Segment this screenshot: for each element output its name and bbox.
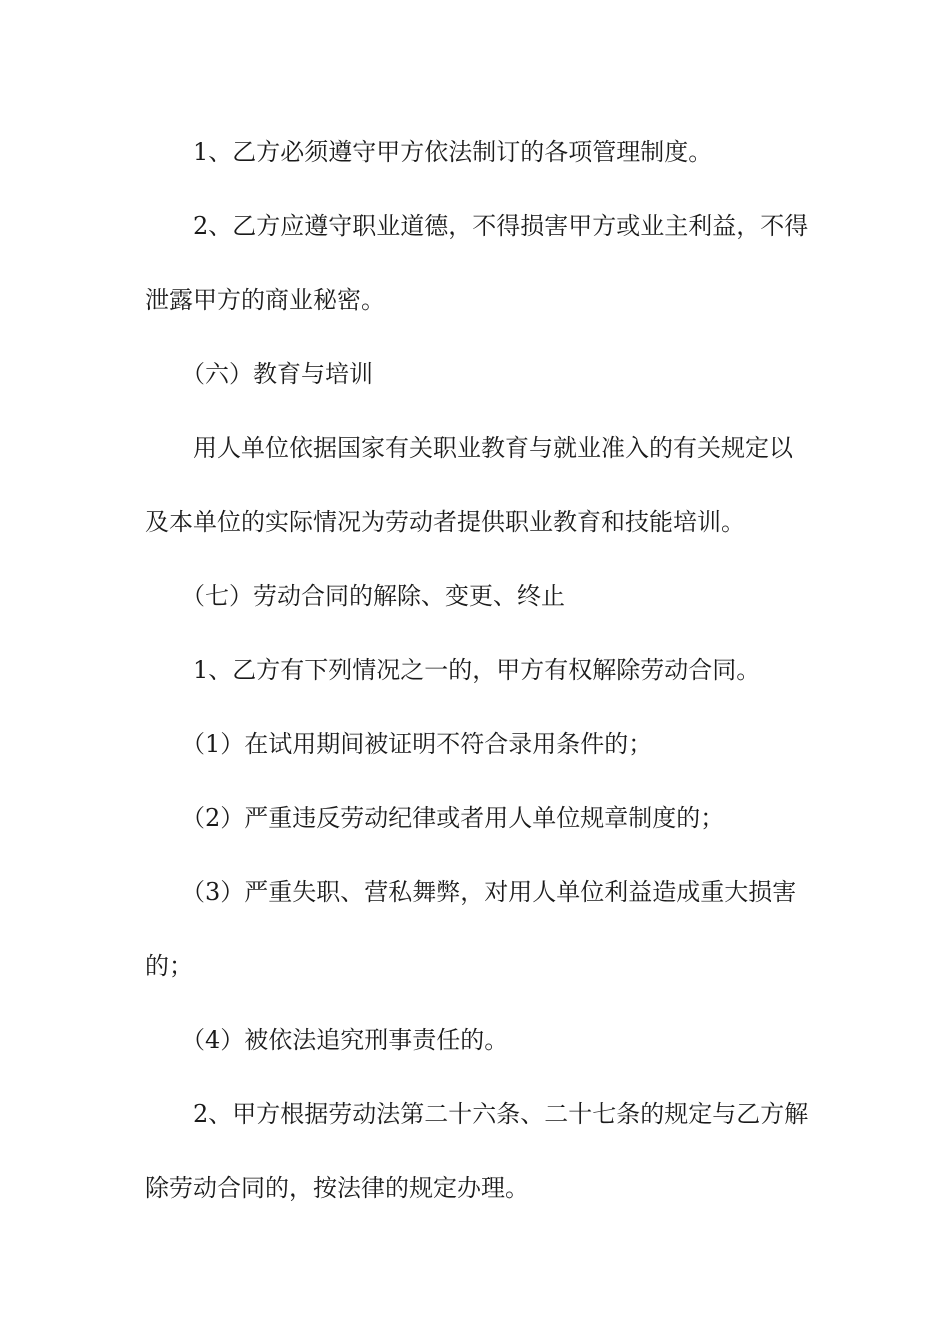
termination-clause-2: 2、甲方根据劳动法第二十六条、二十七条的规定与乙方解 [193,1100,809,1128]
section-7-heading: （七）劳动合同的解除、变更、终止 [181,582,565,610]
termination-item-2: （2）严重违反劳动纪律或者用人单位规章制度的； [181,804,725,832]
termination-item-3: （3）严重失职、营私舞弊，对用人单位利益造成重大损害 [181,878,797,906]
clause-2-text: 2、乙方应遵守职业道德，不得损害甲方或业主利益，不得 [193,212,809,240]
termination-item-3-continuation: 的； [145,952,193,980]
termination-item-1: （1）在试用期间被证明不符合录用条件的； [181,730,653,758]
training-paragraph: 用人单位依据国家有关职业教育与就业准入的有关规定以 [193,434,793,462]
clause-2-continuation: 泄露甲方的商业秘密。 [145,286,385,314]
clause-1-text: 1、乙方必须遵守甲方依法制订的各项管理制度。 [193,138,713,166]
termination-item-4: （4）被依法追究刑事责任的。 [181,1026,509,1054]
section-6-heading: （六）教育与培训 [181,360,373,388]
termination-clause-1: 1、乙方有下列情况之一的，甲方有权解除劳动合同。 [193,656,761,684]
termination-clause-2-continuation: 除劳动合同的，按法律的规定办理。 [145,1174,529,1202]
training-paragraph-continuation: 及本单位的实际情况为劳动者提供职业教育和技能培训。 [145,508,745,536]
